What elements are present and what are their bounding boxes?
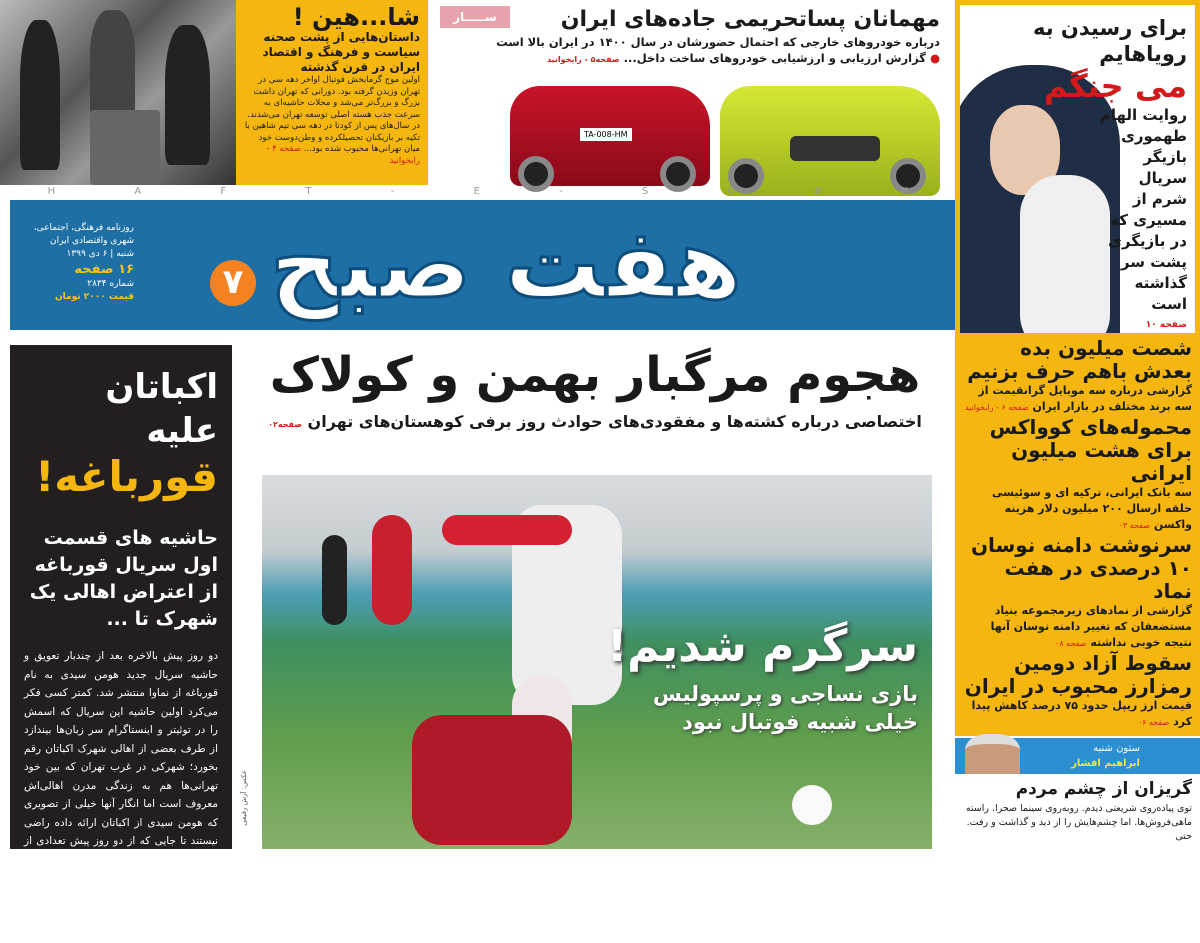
shahin-body: اولین موج گرمابخش فوتبال اواخر دهه سی در تهران وزیدن گرفته بود. دورانی که تهران داشت بزرگ و بزرگ‌تر می‌شد و محلات حاشیه‌ای به سرعت جذب هسته اصلی توسعه تهران می‌شدند. در سال‌های پس از کودتا در دهه سی تیم شاهین با تکیه بر بازیکنان تحصیلکرده و وطن‌دوست خود میان تهرانی‌ها محبوب شده بود... صفحه ۴ - رابخوانید [244, 75, 420, 166]
red-car-image [510, 86, 710, 186]
actress-photo [955, 65, 1120, 333]
masthead-strip: H A F T - E - S O B H [47, 186, 913, 197]
actress-title-red: می جنگم [1043, 67, 1187, 105]
ekbatan-body: دو روز پیش بالاخره بعد از چندبار تعویق و حاشیه سریال جدید هومن سیدی به نام قورباغه از نماوا منتشر شد. کمتر کسی فکر می‌کرد اولین حاشیه این سریال که اسمش را در توئیتر و اینستاگرام سر زبان‌ها بیندازد از طرف بعضی از اهالی شهرک اکباتان رقم بخورد؛ شهرکی در غرب تهران که بین خود تهرانی‌ها هم به زندگی مدرن اهالی‌اش معروف است اما انگار آنها خیلی از تصویری که هومن سیدی از اکباتان ارائه داده راضی نیستند تا جایی که از دو روز پیش تعدادی از کاربرها و بعضی از پیج‌هایی که اسم اکباتان را یدک می کشند و وقایع محله را پوشش می‌دهند شروع به اعتراض کرده‌اند و از سیدی می‌خواهند که حداقل وقتی تصویر اکباتان را استفاده می کند و [24, 650, 218, 940]
main-headline[interactable] [240, 345, 950, 436]
cars-story[interactable] [430, 0, 950, 185]
ekbatan-subtitle: حاشیه های قسمت اول سریال قورباغه از اعتراض اهالی یک شهرک تا ... [29, 527, 218, 630]
actress-body: روایت الهام طهموری بازیگر سریال شرم از مسیری که در بازیگری پشت سر گذاشته است [1099, 106, 1187, 313]
football-subtitle: بازی نساجی و پرسپولیس خیلی شبیه فوتبال نبود [652, 682, 918, 734]
newspaper-logo: هفت صبح [270, 208, 742, 320]
archive-photo [0, 0, 236, 185]
headline-title: هجوم مرگبار بهمن و کولاک [269, 347, 921, 403]
column-author: ابراهیم افشار [1071, 758, 1140, 769]
actress-story[interactable] [955, 0, 1200, 333]
ekbatan-title: اکباتان علیه [105, 367, 218, 451]
column-title: گریزان از چشم مردم [1015, 779, 1192, 799]
side-story[interactable]: سقوط آزاد دومین رمزارز محبوب در ایران قیمت ارز ریپل حدود ۷۵ درصد کاهش پیدا کرد صفحه ۰۶ [964, 651, 1192, 728]
side-news [955, 333, 1200, 736]
ekbatan-story[interactable] [10, 345, 232, 940]
actress-title: برای رسیدن به رویاهایم [1032, 16, 1187, 66]
green-car-image [720, 86, 940, 196]
actress-ref: صفحه ۱۰ [1145, 320, 1187, 330]
masthead [10, 200, 955, 330]
side-story[interactable]: محموله‌های کوواکس برای هشت میلیون ایرانی سه بانک ایرانی، ترکیه ای و سوئیسی حلقه ارسال ۲۰۰ میلیون دلار هزینه واکسن صفحه ۰۳ [989, 415, 1192, 531]
football-title: سرگرم شدیم! [607, 621, 918, 672]
column-header [955, 738, 1200, 774]
cars-kicker: ســـــار [440, 6, 510, 28]
column-label: ستون شنبه [1093, 743, 1140, 754]
cars-lead: درباره خودروهای خارجی که احتمال حضورشان در سال ۱۴۰۰ در ایران بالا است [496, 35, 940, 49]
column-body: توی پیاده‌روی شریعتی دیدم. روبه‌روی سینما صحرا. راسته ماهی‌فروش‌ها. اما چشم‌هایش را از دید و گذاشت و رفت. حتی [965, 803, 1192, 842]
logo-seven-badge: ۷ [210, 260, 256, 306]
shahin-ref: صفحه ۴ - رابخوانید [266, 144, 420, 166]
shahin-subtitle: داستان‌هایی از پشت صحنه سیاست و فرهنگ و اقتصاد ایران در قرن گذشته [262, 30, 420, 74]
license-plate: TA-008-HM [580, 128, 632, 141]
shahin-story[interactable] [236, 0, 428, 185]
football-photo[interactable] [262, 475, 932, 849]
cars-bullet: ● گزارش ارزیابی و ارزشیابی خودروهای ساخت داخل... صفحه۵ - رابخوانید [547, 51, 940, 65]
shahin-title: شا...هین ! [292, 3, 420, 31]
author-portrait [965, 734, 1020, 774]
side-story[interactable]: سرنوشت دامنه نوسان ۱۰ درصدی در هفت نماد گزارشی از نمادهای زیرمجموعه بنیاد مستضعفان که تغییر دامنه نوسان آنها نتیجه خوبی نداشته صفحه ۰۸ [970, 533, 1192, 649]
headline-subhead: اختصاصی درباره کشته‌ها و مفقودی‌های حوادث روز برفی کوهستان‌های تهران صفحه۰۲ [268, 412, 922, 431]
cars-title: مهمانان پساتحریمی جاده‌های ایران [560, 7, 940, 32]
side-story[interactable]: شصت میلیون بده بعدش باهم حرف بزنیم گزارشی درباره سه موبایل گرانقیمت از سه برند مختلف در بازار ایران صفحه ۶ - رابخوانید [964, 336, 1192, 413]
issue-info: روزنامه فرهنگی، اجتماعی، شهری واقتصادی ایران شنبه | ۶ دی ۱۳۹۹ ۱۶ صفحه شماره ۲۸۳۴ قیمت ۲۰۰۰ تومان [33, 223, 134, 302]
photo-credit: عکس: آرش رفیعی [240, 770, 248, 826]
column-story[interactable] [955, 776, 1200, 844]
ekbatan-title-yellow: قورباغه! [35, 452, 218, 501]
